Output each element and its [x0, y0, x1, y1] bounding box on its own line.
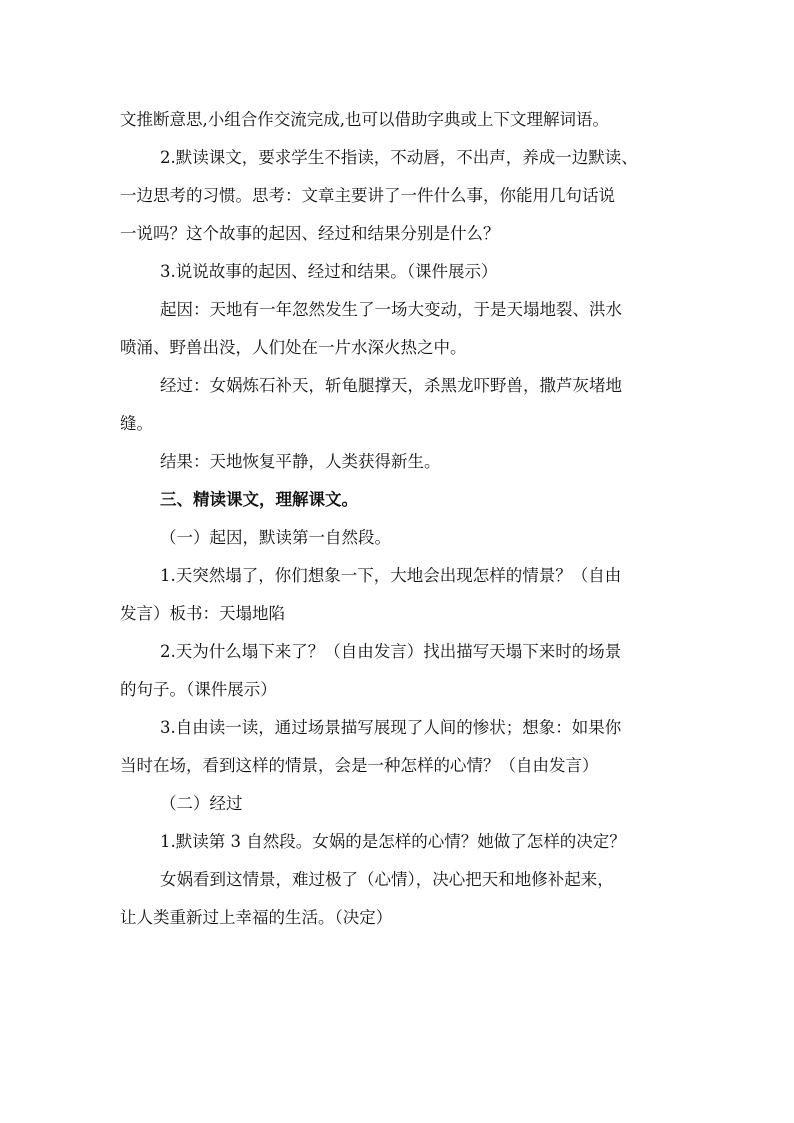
paragraph-line-2: 2.默读课文，要求学生不指读，不动唇，不出声，养成一边默读、: [160, 148, 638, 167]
paragraph-line-16: 的句子。（课件展示）: [120, 680, 277, 699]
paragraph-line-5: 3.说说故事的起因、经过和结果。（课件展示）: [160, 262, 498, 281]
section-heading: 三、精读课文，理解课文。: [160, 490, 358, 509]
paragraph-line-15: 2.天为什么塌下来了？（自由发言）找出描写天塌下来时的场景: [160, 642, 622, 661]
paragraph-line-4: 一说吗？这个故事的起因、经过和结果分别是什么？: [120, 224, 500, 243]
paragraph-line-17: 3.自由读一读，通过场景描写展现了人间的惨状；想象：如果你: [160, 718, 622, 737]
paragraph-line-6: 起因：天地有一年忽然发生了一场大变动，于是天塌地裂、洪水: [160, 300, 622, 319]
paragraph-line-10: 结果：天地恢复平静，人类获得新生。: [160, 452, 441, 471]
paragraph-line-21: 女娲看到这情景，难过极了（心情），决心把天和地修补起来，: [160, 870, 614, 889]
paragraph-line-13: 1.天突然塌了，你们想象一下，大地会出现怎样的情景？（自由: [160, 566, 622, 585]
paragraph-line-14: 发言）板书：天塌地陷: [120, 604, 285, 623]
paragraph-line-8: 经过：女娲炼石补天，斩龟腿撑天，杀黑龙吓野兽，撒芦灰堵地: [160, 376, 622, 395]
paragraph-line-1: 文推断意思,小组合作交流完成,也可以借助字典或上下文理解词语。: [120, 110, 609, 129]
paragraph-line-20: 1.默读第 3 自然段。女娲的是怎样的心情？她做了怎样的决定？: [160, 832, 626, 851]
paragraph-line-7: 喷涌、野兽出没，人们处在一片水深火热之中。: [120, 338, 467, 357]
paragraph-line-18: 当时在场，看到这样的情景，会是一种怎样的心情？（自由发言）: [120, 756, 599, 775]
paragraph-line-9: 缝。: [120, 414, 153, 433]
paragraph-line-3: 一边思考的习惯。思考：文章主要讲了一件什么事，你能用几句话说: [120, 186, 615, 205]
document-body: [120, 101, 680, 937]
paragraph-line-22: 让人类重新过上幸福的生活。（决定）: [120, 908, 393, 927]
subsection-heading-cause: （一）起因，默读第一自然段。: [160, 528, 391, 547]
subsection-heading-process: （二）经过: [160, 794, 243, 813]
